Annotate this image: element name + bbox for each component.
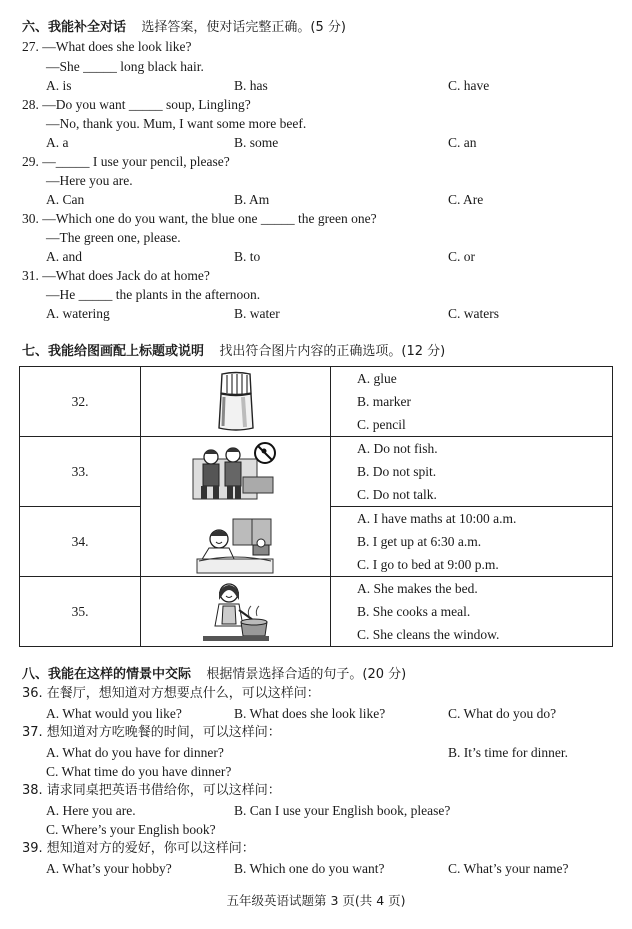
q33-option-b[interactable]: B. Do not spit. — [357, 464, 437, 479]
q37-option-a[interactable]: A. What do you have for dinner? — [46, 745, 224, 760]
no-spitting-children-icon — [191, 441, 279, 503]
table-row — [20, 577, 613, 647]
options-cell — [331, 437, 613, 507]
q32-option-c[interactable]: C. pencil — [357, 417, 406, 432]
section8-heading — [22, 666, 406, 683]
picture-cell — [141, 367, 331, 437]
q39-option-a[interactable]: A. What’s your hobby? — [46, 861, 172, 876]
picture-cell — [141, 577, 331, 647]
options-cell — [331, 577, 613, 647]
q27-option-c[interactable]: C. have — [448, 78, 490, 93]
q29-line1: 29. —_____ I use your pencil, please? — [22, 154, 230, 169]
q34-option-a[interactable]: A. I have maths at 10:00 a.m. — [357, 511, 517, 526]
q31-line1: 31. —What does Jack do at home? — [22, 268, 210, 283]
row-number: 34. — [20, 507, 141, 577]
options-cell — [331, 507, 613, 577]
q35-option-b[interactable]: B. She cooks a meal. — [357, 604, 471, 619]
q29-option-b[interactable]: B. Am — [234, 192, 270, 207]
options-cell — [331, 367, 613, 437]
q37-prompt: 37. 想知道对方吃晚餐的时间，可以这样问： — [22, 725, 281, 740]
q39-prompt: 39. 想知道对方的爱好，你可以这样问： — [22, 841, 255, 856]
glue-bottle-icon — [213, 371, 259, 433]
q37-option-b[interactable]: B. It’s time for dinner. — [448, 745, 568, 760]
q36-option-c[interactable]: C. What do you do? — [448, 706, 557, 721]
q36-prompt: 36. 在餐厅，想知道对方想要点什么，可以这样问： — [22, 686, 320, 701]
section7-title: 七、我能给图画配上标题或说明 — [22, 344, 205, 359]
q36-option-b[interactable]: B. What does she look like? — [234, 706, 386, 721]
row-number: 35. — [20, 577, 141, 647]
q28-option-b[interactable]: B. some — [234, 135, 279, 150]
picture-matching-table — [19, 366, 613, 647]
q34-option-c[interactable]: C. I go to bed at 9:00 p.m. — [357, 557, 499, 572]
q27-line1: 27. —What does she look like? — [22, 39, 192, 54]
q39-option-b[interactable]: B. Which one do you want? — [234, 861, 385, 876]
section7-instruction: 找出符合图片内容的正确选项。(12 分) — [219, 344, 446, 359]
q37-option-c[interactable]: C. What time do you have dinner? — [46, 764, 232, 779]
q31-option-b[interactable]: B. water — [234, 306, 280, 321]
q31-line2: —He _____ the plants in the afternoon. — [46, 287, 261, 302]
q28-option-c[interactable]: C. an — [448, 135, 477, 150]
q30-line1: 30. —Which one do you want, the blue one _____ the green one? — [22, 211, 377, 226]
q30-option-a[interactable]: A. and — [46, 249, 82, 264]
q29-option-c[interactable]: C. Are — [448, 192, 484, 207]
q30-option-c[interactable]: C. or — [448, 249, 475, 264]
q29-option-a[interactable]: A. Can — [46, 192, 85, 207]
table-row — [20, 437, 613, 507]
q33-option-a[interactable]: A. Do not fish. — [357, 441, 438, 456]
row-number: 33. — [20, 437, 141, 507]
q36-option-a[interactable]: A. What would you like? — [46, 706, 182, 721]
q32-option-a[interactable]: A. glue — [357, 371, 397, 386]
q33-option-c[interactable]: C. Do not talk. — [357, 487, 437, 502]
section6-title: 六、我能补全对话 — [22, 20, 127, 35]
q38-prompt: 38. 请求同桌把英语书借给你，可以这样问： — [22, 783, 281, 798]
q38-option-c[interactable]: C. Where’s your English book? — [46, 822, 216, 837]
table-row — [20, 367, 613, 437]
q27-option-a[interactable]: A. is — [46, 78, 72, 93]
q32-option-b[interactable]: B. marker — [357, 394, 411, 409]
q28-option-a[interactable]: A. a — [46, 135, 69, 150]
girl-cooking-icon — [201, 580, 271, 642]
q30-line2: —The green one, please. — [46, 230, 181, 245]
q39-option-c[interactable]: C. What’s your name? — [448, 861, 569, 876]
q38-option-a[interactable]: A. Here you are. — [46, 803, 136, 818]
page-footer: 五年级英语试题第 3 页(共 4 页) — [226, 893, 406, 908]
q28-line2: —No, thank you. Mum, I want some more beef. — [46, 116, 307, 131]
section6-heading — [22, 19, 346, 36]
section6-instruction: 选择答案，使对话完整正确。(5 分) — [141, 20, 346, 35]
section7-heading — [22, 343, 445, 360]
q31-option-c[interactable]: C. waters — [448, 306, 499, 321]
q28-line1: 28. —Do you want _____ soup, Lingling? — [22, 97, 251, 112]
q31-option-a[interactable]: A. watering — [46, 306, 110, 321]
q38-option-b[interactable]: B. Can I use your English book, please? — [234, 803, 451, 818]
boy-waking-up-icon — [195, 515, 277, 577]
q34-option-b[interactable]: B. I get up at 6:30 a.m. — [357, 534, 482, 549]
q35-option-c[interactable]: C. She cleans the window. — [357, 627, 500, 642]
section8-title: 八、我能在这样的情景中交际 — [22, 667, 192, 682]
row-number: 32. — [20, 367, 141, 437]
q27-line2: —She _____ long black hair. — [46, 59, 204, 74]
q35-option-a[interactable]: A. She makes the bed. — [357, 581, 478, 596]
section8-instruction: 根据情景选择合适的句子。(20 分) — [206, 667, 407, 682]
q27-option-b[interactable]: B. has — [234, 78, 268, 93]
q29-line2: —Here you are. — [46, 173, 133, 188]
q30-option-b[interactable]: B. to — [234, 249, 261, 264]
picture-cell — [141, 437, 331, 577]
